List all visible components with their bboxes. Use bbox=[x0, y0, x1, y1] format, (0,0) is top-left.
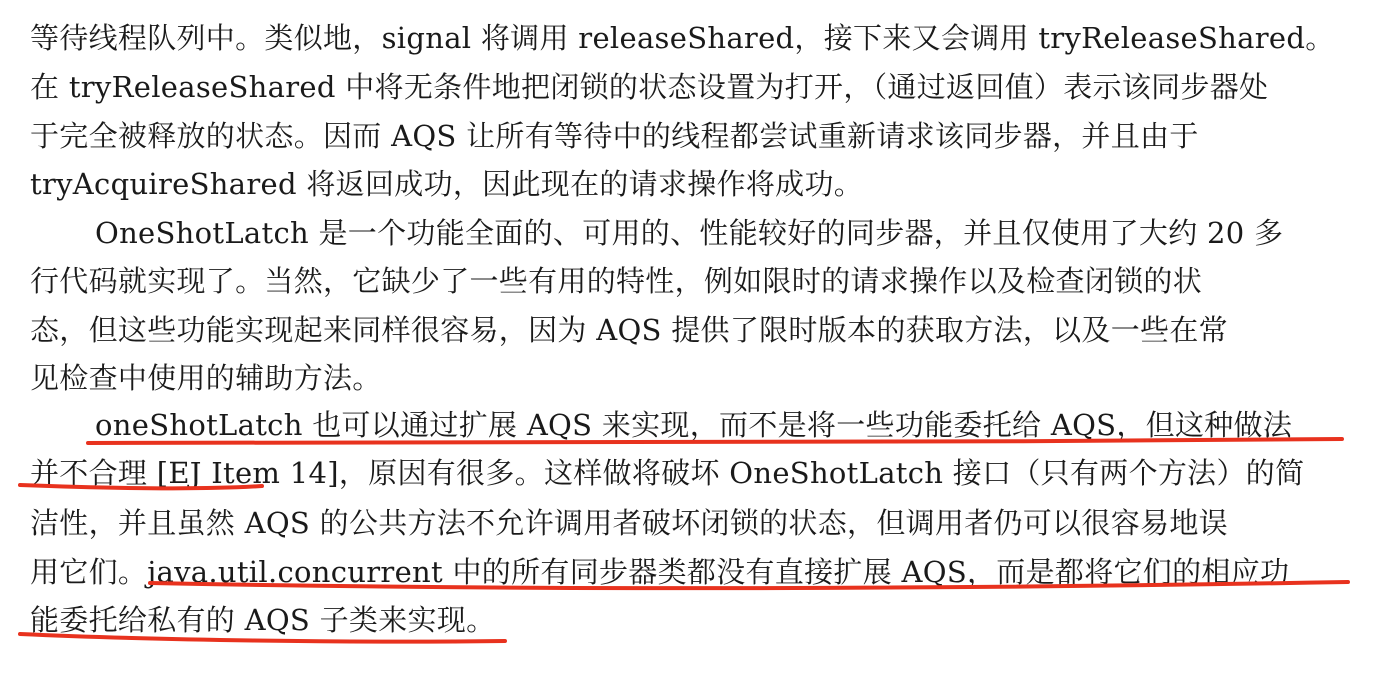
cut-off-next-line bbox=[520, 672, 720, 682]
paragraph-start-line: oneShotLatch 也可以通过扩展 AQS 来实现，而不是将一些功能委托给 AQS，但这种做法 bbox=[95, 408, 1293, 442]
text-line: 行代码就实现了。当然，它缺少了一些有用的特性，例如限时的请求操作以及检查闭锁的状 bbox=[30, 264, 1203, 298]
text-line: 见检查中使用的辅助方法。 bbox=[30, 361, 382, 395]
text-line: tryAcquireShared 将返回成功，因此现在的请求操作将成功。 bbox=[30, 167, 864, 201]
text-line: 等待线程队列中。类似地，signal 将调用 releaseShared，接下来又会调用 tryReleaseShared。 bbox=[30, 21, 1335, 55]
text-line: 态，但这些功能实现起来同样很容易，因为 AQS 提供了限时版本的获取方法，以及一些在常 bbox=[30, 313, 1228, 347]
text-line: 并不合理 [EJ Item 14]，原因有很多。这样做将破坏 OneShotLatch 接口（只有两个方法）的简 bbox=[30, 456, 1305, 490]
text-line: 于完全被释放的状态。因而 AQS 让所有等待中的线程都尝试重新请求该同步器，并且由于 bbox=[30, 119, 1199, 153]
text-line: 能委托给私有的 AQS 子类来实现。 bbox=[30, 603, 496, 637]
text-line: 在 tryReleaseShared 中将无条件地把闭锁的状态设置为打开，（通过返回值）表示该同步器处 bbox=[30, 70, 1269, 104]
paragraph-start-line: OneShotLatch 是一个功能全面的、可用的、性能较好的同步器，并且仅使用了大约 20 多 bbox=[95, 216, 1284, 250]
text-line: 洁性，并且虽然 AQS 的公共方法不允许调用者破坏闭锁的状态，但调用者仍可以很容易地误 bbox=[30, 506, 1228, 540]
text-line: 用它们。java.util.concurrent 中的所有同步器类都没有直接扩展 AQS，而是都将它们的相应功 bbox=[30, 555, 1290, 589]
